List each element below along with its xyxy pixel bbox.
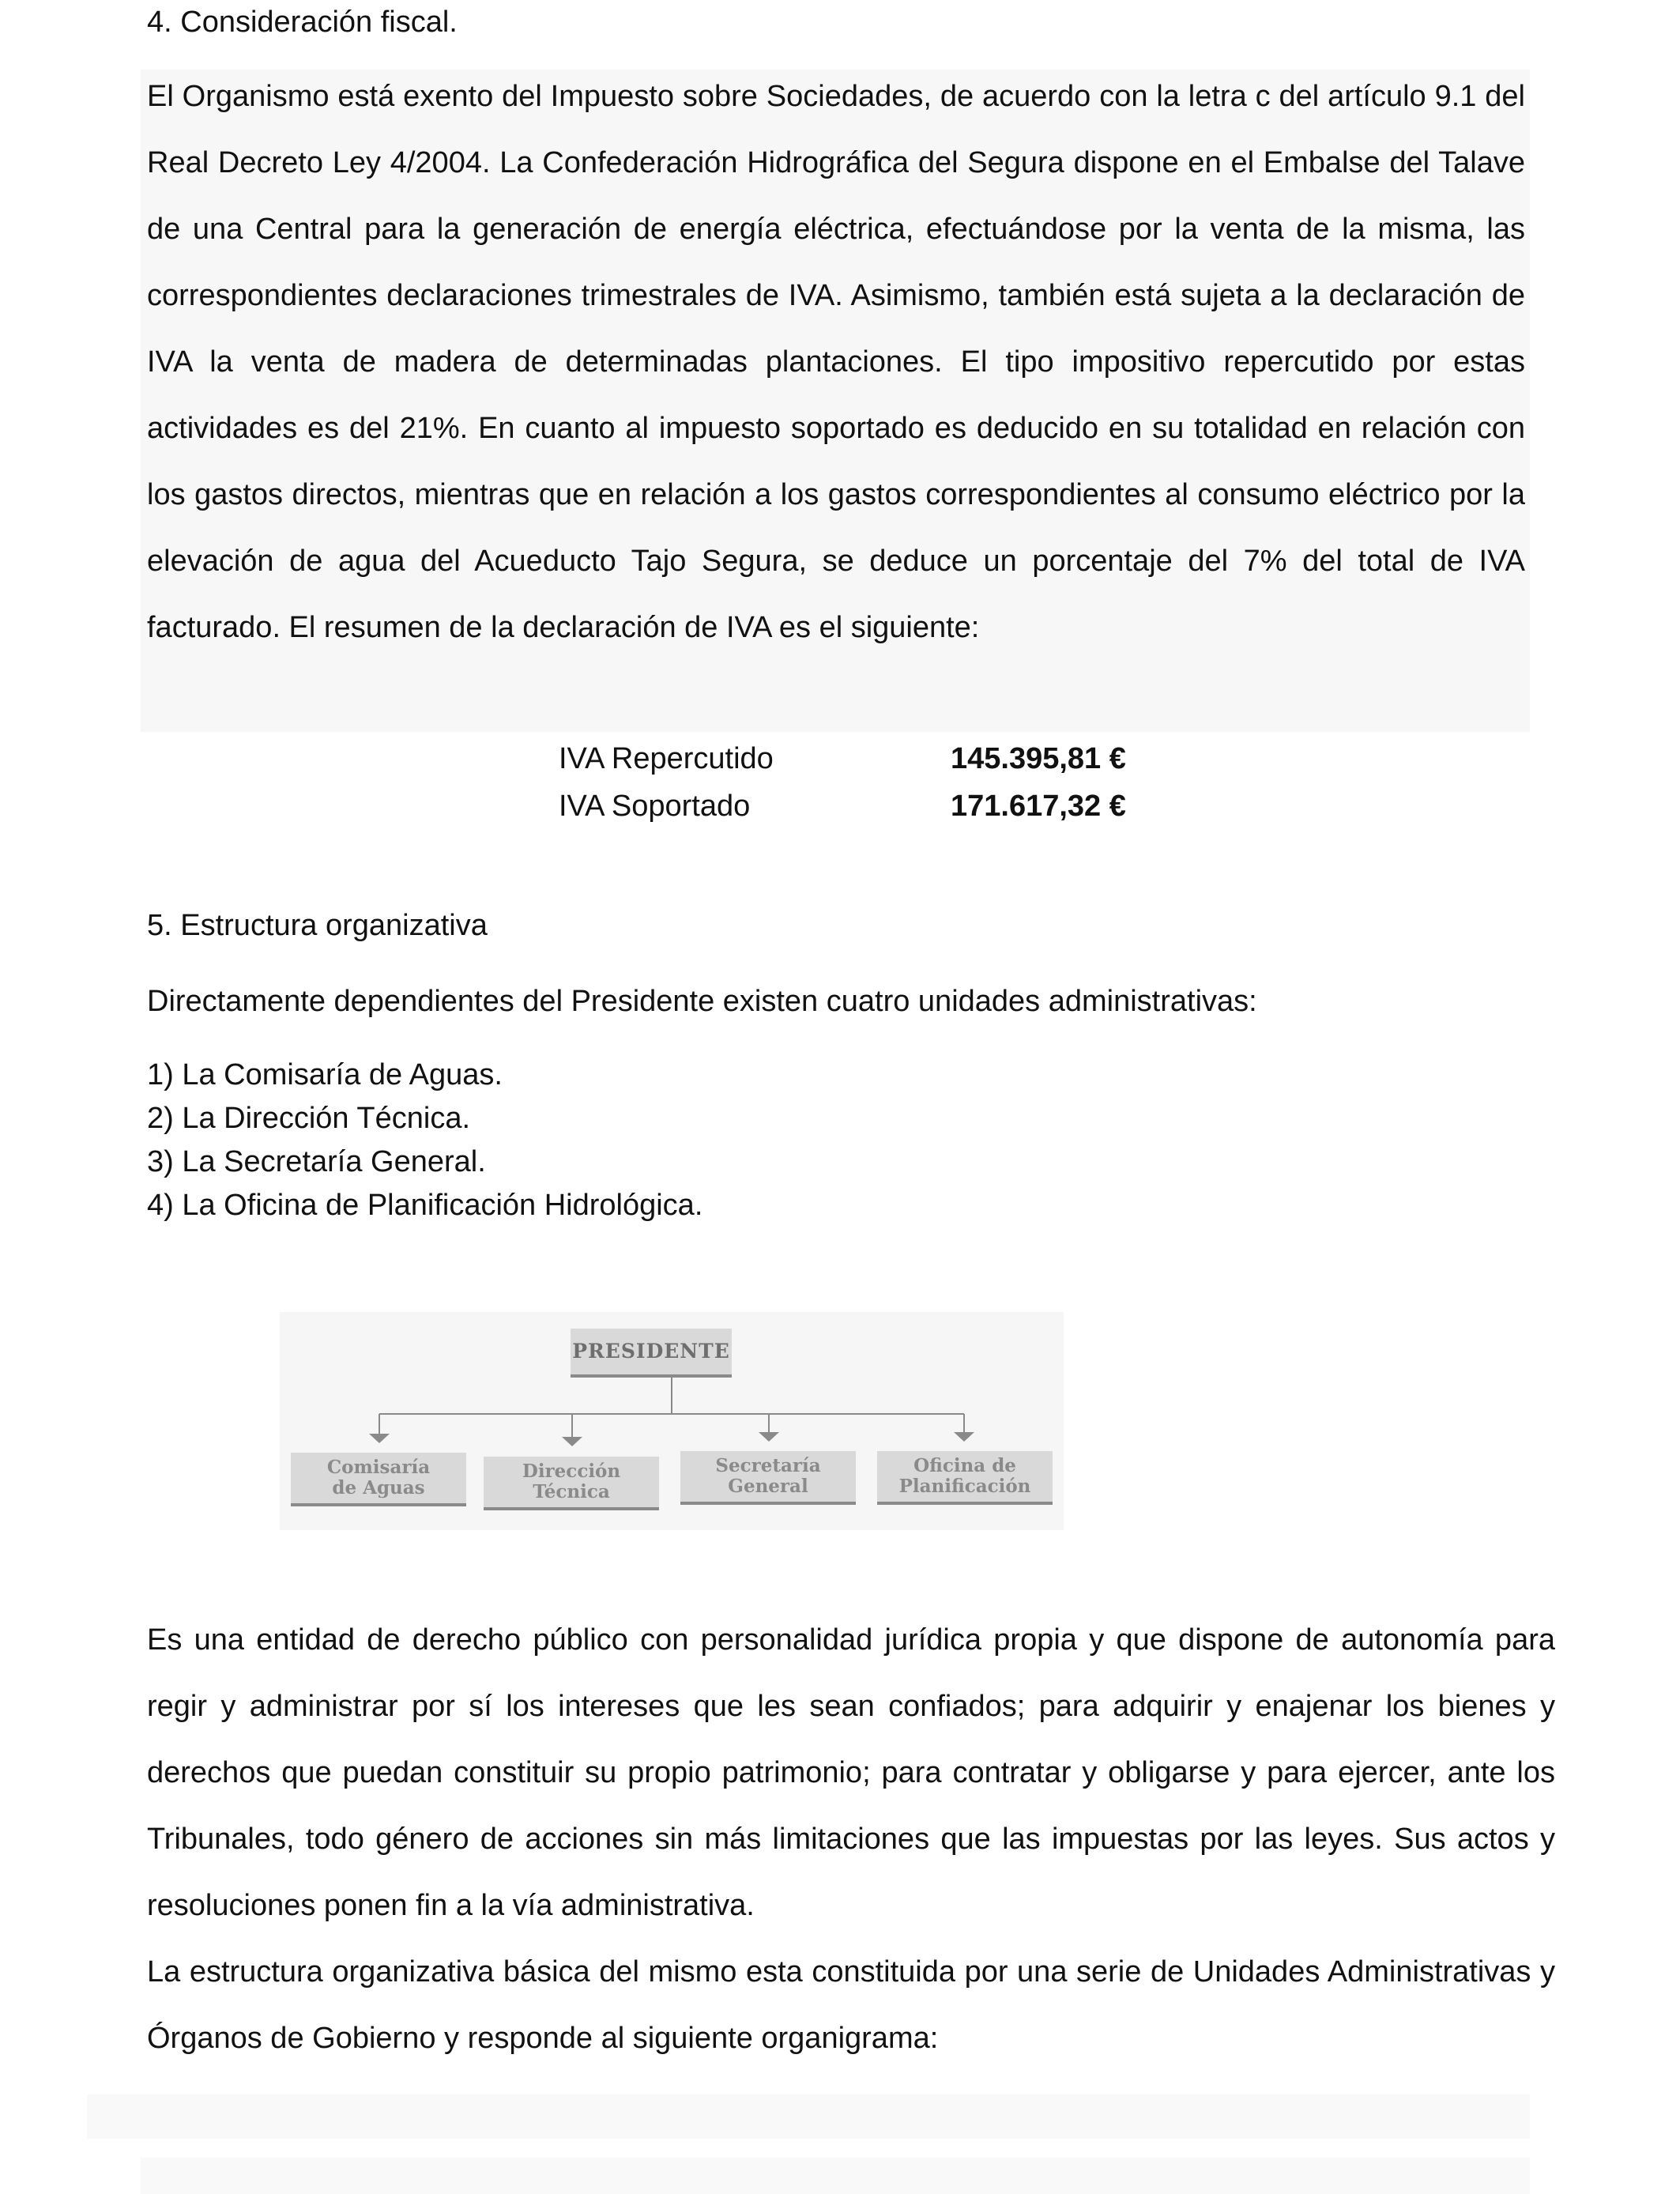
list-item: 1) La Comisaría de Aguas. xyxy=(147,1058,503,1091)
vat-input-label: IVA Soportado xyxy=(559,790,751,823)
list-item: 4) La Oficina de Planificación Hidrológica. xyxy=(147,1189,703,1222)
org-box-line: General xyxy=(728,1476,808,1497)
fiscal-paragraph: El Organismo está exento del Impuesto sobre Sociedades, de acuerdo con la letra c del artículo 9.1 del Real Decreto Ley 4/2004. La Confederación Hidrográfica del Segura dispone en el Embalse del Talave de una Central para la generación de energía eléctrica, efectuándose por la venta de la misma, las correspondientes declaraciones trimestrales de IVA. Asimismo, también está sujeta a la declaración de IVA la venta de madera de determinadas plantaciones. El tipo impositivo repercutido por estas actividades es del 21%. En cuanto al impuesto soportado es deducido en su totalidad en relación con los gastos directos, mientras que en relación a los gastos correspondientes al consumo eléctrico por la elevación de agua del Acueducto Tajo Segura, se deduce un porcentaje del 7% del total de IVA facturado. El resumen de la declaración de IVA es el siguiente: xyxy=(147,80,1525,644)
org-box-comisaria xyxy=(291,1453,466,1506)
arrow-down-icon xyxy=(954,1432,974,1442)
org-box-secretaria xyxy=(680,1451,856,1505)
arrow-down-icon xyxy=(759,1432,779,1442)
section-4-heading: 4. Consideración fiscal. xyxy=(147,6,458,39)
org-box-line: Técnica xyxy=(533,1481,610,1502)
org-box-line: Secretaría xyxy=(715,1455,821,1476)
org-box-line: Oficina de xyxy=(913,1455,1016,1476)
vat-output-value: 145.395,81 € xyxy=(951,742,1126,775)
org-box-line: Planificación xyxy=(898,1476,1031,1497)
org-chart xyxy=(280,1312,1064,1530)
list-item: 3) La Secretaría General. xyxy=(147,1145,486,1178)
org-box-line: Dirección xyxy=(522,1461,621,1482)
org-box-line: Comisaría xyxy=(326,1457,431,1478)
org-box-line: de Aguas xyxy=(332,1477,425,1498)
entity-paragraph: Es una entidad de derecho público con personalidad jurídica propia y que dispone de autonomía para regir y administrar por sí los intereses que les sean confiados; para adquirir y enajenar los bienes y derechos que puedan constituir su propio patrimonio; para contratar y obligarse y para ejercer, ante los Tribunales, todo género de acciones sin más limitaciones que las impuestas por las leyes. Sus actos y resoluciones ponen fin a la vía administrativa. xyxy=(147,1623,1555,1922)
structure-paragraph: La estructura organizativa básica del mismo esta constituida por una serie de Unidades Administrativas y Órganos de Gobierno y responde al siguiente organigrama: xyxy=(147,1955,1555,2055)
org-box-oficina xyxy=(877,1451,1053,1505)
vat-input-value: 171.617,32 € xyxy=(951,790,1126,823)
vat-output-label: IVA Repercutido xyxy=(559,742,774,775)
list-item: 2) La Dirección Técnica. xyxy=(147,1102,471,1135)
arrow-down-icon xyxy=(562,1437,582,1446)
arrow-down-icon xyxy=(369,1434,390,1443)
section-5-intro: Directamente dependientes del Presidente existen cuatro unidades administrativas: xyxy=(147,985,1257,1018)
footer-shading xyxy=(141,2158,1530,2194)
org-box-president: PRESIDENTE xyxy=(571,1329,732,1378)
units-list xyxy=(147,1054,703,1227)
org-box-direccion xyxy=(484,1457,659,1510)
footer-shading xyxy=(87,2094,1530,2139)
section-5-heading: 5. Estructura organizativa xyxy=(147,909,488,942)
